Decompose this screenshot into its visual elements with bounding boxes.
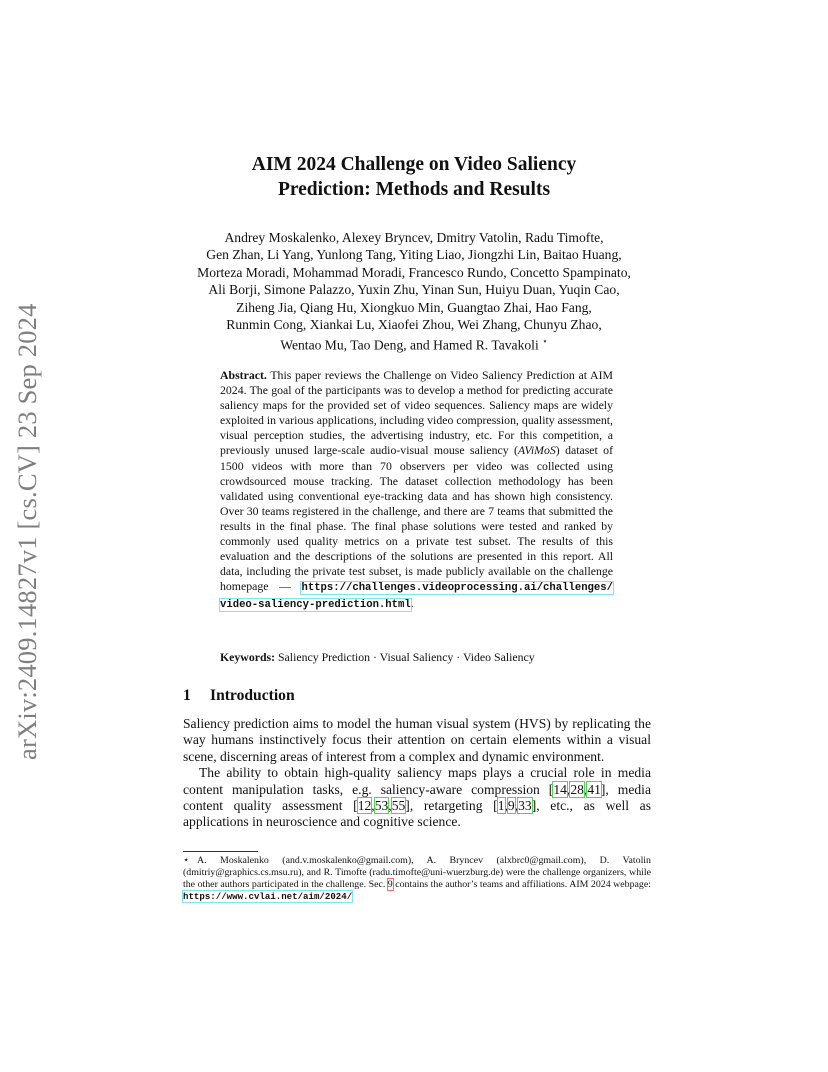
author-line: Ali Borji, Simone Palazzo, Yuxin Zhu, Yinan Sun, Huiyu Duan, Yuqin Cao, [208,282,620,298]
text: The ability to obtain high-quality saliency maps plays a crucial role in media content manipulation tasks, e.g. saliency-aware compression [ [183,765,651,797]
paper-title [0,152,828,202]
author-line: Morteza Moradi, Mohammad Moradi, Francesco Rundo, Concetto Spampinato, [197,264,631,280]
author-line: Gen Zhan, Li Yang, Yunlong Tang, Yiting Liao, Jiongzhi Lin, Baitao Huang, [206,247,622,263]
citation-link[interactable]: 33 [518,798,532,814]
footnote-marker[interactable]: ⋆ [542,336,548,347]
section-heading [183,687,295,705]
title-line-1: AIM 2024 Challenge on Video Saliency [251,154,577,175]
footnote-text: contains the author’s teams and affiliations. AIM 2024 webpage: [392,878,651,890]
abstract-text: This paper reviews the Challenge on Video Saliency Prediction at AIM 2024. The goal of the participants was to develop a method for predicting accurate saliency maps for the provided set of video sequences. Saliency maps are widely exploited in various applications, including video compression, quality assessment, visual perception studies, the advertising industry, etc. For this competition, a previously unused large-scale audio-visual mouse saliency ( [220,368,613,458]
section-number: 1 [183,687,191,704]
sep: , [514,798,519,814]
footnote-text: A. Moskalenko (and.v.moskalenko@gmail.com), A. Bryncev (alxbrc0@gmail.com), D. Vatolin (dmitriy@graphics.cs.msu.ru), and R. Timofte (radu.timofte@uni-wuerzburg.de) were the challenge organizers, while the other authors participated in the challenge. Sec. [183,855,651,890]
paragraph: Saliency prediction aims to model the human visual system (HVS) by replicating the way humans instinctively focus their attention on certain elements within a visual scene, discerning areas of interest from a complex and dynamic environment. [183,716,651,764]
citation-link[interactable]: 53 [374,798,389,814]
author-line: Andrey Moskalenko, Alexey Bryncev, Dmitry Vatolin, Radu Timofte, [224,230,604,245]
dataset-name: AViMoS [517,443,556,458]
sep: , [504,798,508,814]
text: ], etc., as well as applications in neuroscience and cognitive science. [183,798,651,830]
abstract-text: ) dataset of 1500 videos with more than 70 observers per video was collected using crowdsourced mouse tracking. The dataset collection methodology has been validated using conventional eye-tracking data and has shown high consistency. Over 30 teams registered in the challenge, and there are 7 teams that submitted the results in the final phase. The final phase solutions were tested and ranked by commonly used quality metrics on a private test subset. The results of this evaluation and the descriptions of the solutions are presented in this report. All data, including the private test subset, is made publicly available on the challenge homepage — [220,443,613,594]
author-line: Ziheng Jia, Qiang Hu, Xiongkuo Min, Guangtao Zhai, Hao Fang, [236,299,592,315]
sep: , [566,781,571,797]
text: ], media content quality assessment [ [183,781,651,814]
citation-link[interactable]: 41 [587,781,601,797]
abstract [220,368,613,614]
sep: , [388,798,392,814]
footnote-mark: ⋆ [183,855,190,866]
abstract-end: . [410,596,414,611]
challenge-homepage-link[interactable]: https://challenges.videoprocessing.ai/challenges/ [301,582,613,595]
citation-link[interactable]: 55 [391,798,406,814]
citation-link[interactable]: 28 [570,781,584,797]
challenge-homepage-link-cont[interactable]: video-saliency-prediction.html [220,599,411,612]
footnote-rule [183,851,258,852]
citation-link[interactable]: 1 [497,798,505,814]
sep: , [583,781,588,797]
aim-webpage-link[interactable]: https://www.cvlai.net/aim/2024/ [183,890,353,902]
author-list [150,229,678,354]
author-line: Wentao Mu, Tao Deng, and Hamed R. Tavakoli [280,337,539,353]
citation-link[interactable]: 14 [553,781,567,797]
keywords-text: Saliency Prediction · Visual Saliency · Video Saliency [278,650,535,664]
abstract-label: Abstract. [220,368,267,382]
footnote [183,855,651,903]
intro-body [183,716,651,831]
citation-link[interactable]: 12 [357,798,372,814]
citation-link[interactable]: 9 [507,798,515,814]
paragraph [183,765,651,831]
section-title: Introduction [210,687,295,704]
keywords [220,650,640,665]
text: ], retargeting [ [405,798,498,814]
sep: , [371,798,375,814]
section-ref-link[interactable]: 9 [387,878,393,890]
title-line-2: Prediction: Methods and Results [277,179,551,200]
author-line: Runmin Cong, Xiankai Lu, Xiaofei Zhou, Wei Zhang, Chunyu Zhao, [226,317,602,333]
keywords-label: Keywords: [220,650,276,664]
arxiv-identifier: arXiv:2409.14827v1 [cs.CV] 23 Sep 2024 [12,303,42,760]
